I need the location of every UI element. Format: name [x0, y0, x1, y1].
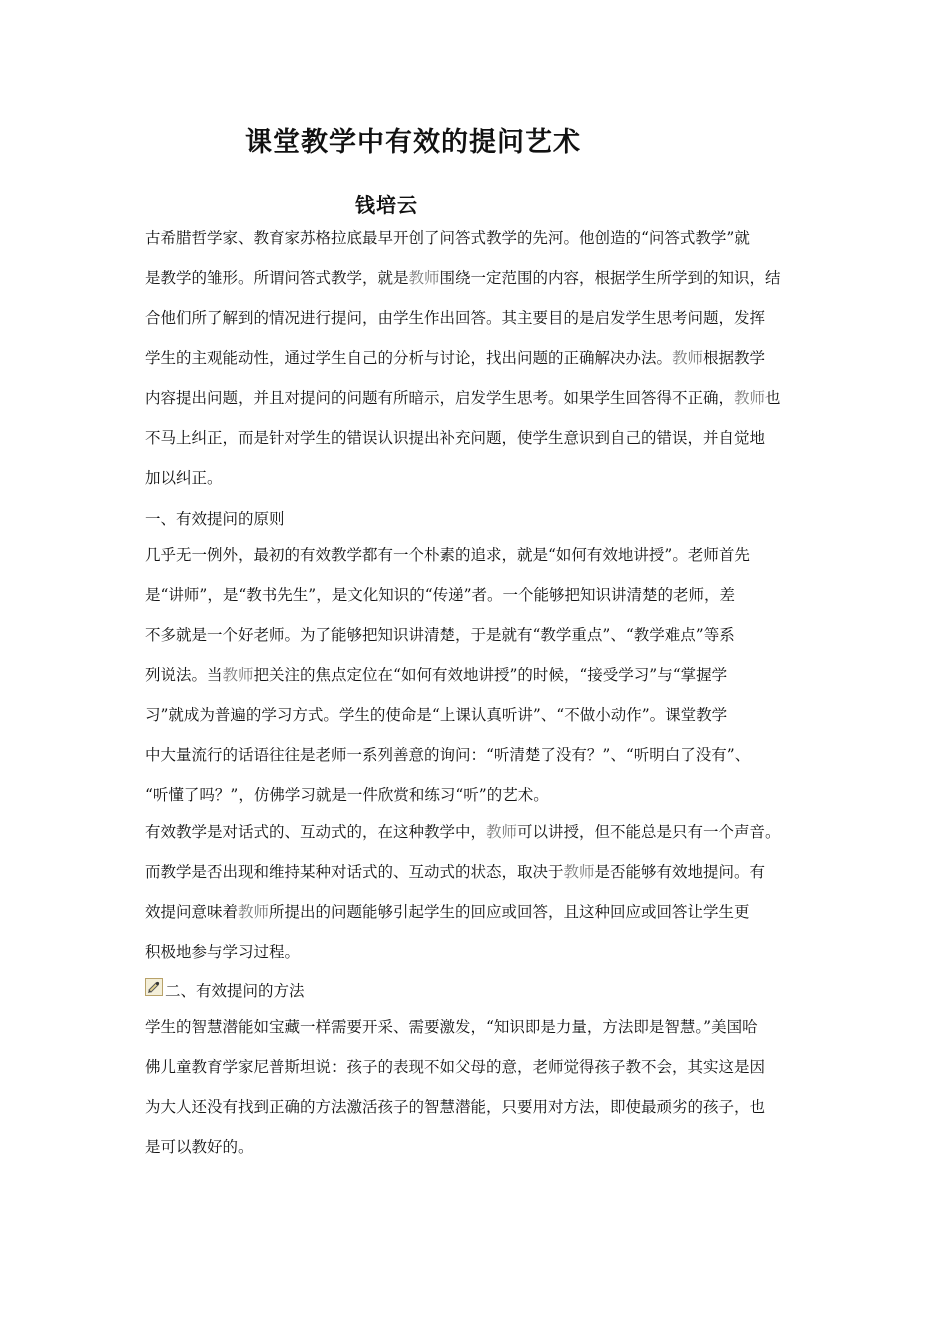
text-segment: 效提问意味着	[145, 903, 239, 921]
text-segment: 习”就成为普遍的学习方式。学生的使命是“上课认真听讲”、“不做小动作”。课堂教学	[145, 706, 728, 724]
text-segment: 而教学是否出现和维持某种对话式的、互动式的状态，取决于	[145, 863, 564, 881]
text-segment: 加以纠正。	[145, 469, 223, 487]
text-segment: 可以讲授，但不能总是只有一个声音。	[517, 823, 781, 841]
text-segment: 是可以教好的。	[145, 1138, 254, 1156]
document-title: 课堂教学中有效的提问艺术	[245, 127, 581, 158]
text-segment: “听懂了吗？”，仿佛学习就是一件欣赏和练习“听”的艺术。	[145, 786, 549, 804]
text-line	[145, 1057, 765, 1079]
text-segment: 中大量流行的话语往往是老师一系列善意的询问：“听清楚了没有？”、“听明白了没有”、	[145, 746, 751, 764]
text-line	[145, 268, 781, 290]
text-segment: 围绕一定范围的内容，根据学生所学到的知识，结	[439, 269, 781, 287]
keyword-link: 教师	[563, 863, 595, 881]
keyword-link: 教师	[486, 823, 518, 841]
text-line	[145, 942, 300, 964]
text-segment: 不马上纠正，而是针对学生的错误认识提出补充问题，使学生意识到自己的错误，并自觉地	[145, 429, 766, 447]
section-heading-principles: 一、有效提问的原则	[145, 510, 285, 528]
text-segment: 所提出的问题能够引起学生的回应或回答，且这种回应或回答让学生更	[269, 903, 750, 921]
text-line	[145, 388, 781, 410]
text-line	[145, 468, 223, 490]
text-line	[145, 1137, 254, 1159]
text-line	[145, 862, 765, 884]
keyword-link: 教师	[734, 389, 766, 407]
keyword-link: 教师	[408, 269, 440, 287]
text-segment: 为大人还没有找到正确的方法激活孩子的智慧潜能，只要用对方法，即使最顽劣的孩子，也	[145, 1098, 766, 1116]
text-segment: 列说法。当	[145, 666, 223, 684]
text-line	[145, 545, 750, 567]
author-name: 钱培云	[355, 193, 418, 217]
text-segment: 合他们所了解到的情况进行提问，由学生作出回答。其主要目的是启发学生思考问题，发挥	[145, 309, 766, 327]
text-line	[145, 902, 750, 924]
section-heading-methods: 二、有效提问的方法	[165, 982, 305, 1000]
text-line	[145, 745, 750, 767]
text-segment: 是“讲师”，是“教书先生”，是文化知识的“传递”者。一个能够把知识讲清楚的老师，差	[145, 586, 736, 604]
text-line	[145, 308, 765, 330]
keyword-link: 教师	[672, 349, 704, 367]
text-line	[145, 785, 549, 807]
text-line	[145, 822, 781, 844]
text-line	[145, 1097, 765, 1119]
text-line	[145, 1017, 758, 1039]
text-line	[145, 705, 727, 727]
text-segment: 也	[765, 389, 781, 407]
text-line	[145, 585, 735, 607]
text-segment: 佛儿童教育学家尼普斯坦说：孩子的表现不如父母的意，老师觉得孩子教不会，其实这是因	[145, 1058, 766, 1076]
text-line	[145, 228, 750, 250]
text-segment: 积极地参与学习过程。	[145, 943, 301, 961]
text-segment: 把关注的焦点定位在“如何有效地讲授”的时候，“接受学习”与“掌握学	[253, 666, 728, 684]
text-segment: 根据教学	[703, 349, 766, 367]
text-segment: 古希腊哲学家、教育家苏格拉底最早开创了问答式教学的先河。他创造的“问答式教学”就	[145, 229, 750, 247]
text-segment: 是否能够有效地提问。有	[594, 863, 766, 881]
text-segment: 几乎无一例外，最初的有效教学都有一个朴素的追求，就是“如何有效地讲授”。老师首先	[145, 546, 750, 564]
comment-icon[interactable]	[145, 978, 163, 996]
text-segment: 内容提出问题，并且对提问的问题有所暗示，启发学生思考。如果学生回答得不正确，	[145, 389, 735, 407]
text-line	[145, 625, 735, 647]
keyword-link: 教师	[238, 903, 270, 921]
text-segment: 有效教学是对话式的、互动式的，在这种教学中，	[145, 823, 487, 841]
text-line	[145, 348, 765, 370]
text-segment: 学生的智慧潜能如宝藏一样需要开采、需要激发，“知识即是力量，方法即是智慧。”美国哈	[145, 1018, 758, 1036]
text-segment: 不多就是一个好老师。为了能够把知识讲清楚，于是就有“教学重点”、“教学难点”等系	[145, 626, 735, 644]
text-line	[145, 428, 765, 450]
keyword-link: 教师	[222, 666, 254, 684]
text-segment: 是教学的雏形。所谓问答式教学，就是	[145, 269, 409, 287]
text-segment: 学生的主观能动性，通过学生自己的分析与讨论，找出问题的正确解决办法。	[145, 349, 673, 367]
text-line	[145, 665, 727, 687]
